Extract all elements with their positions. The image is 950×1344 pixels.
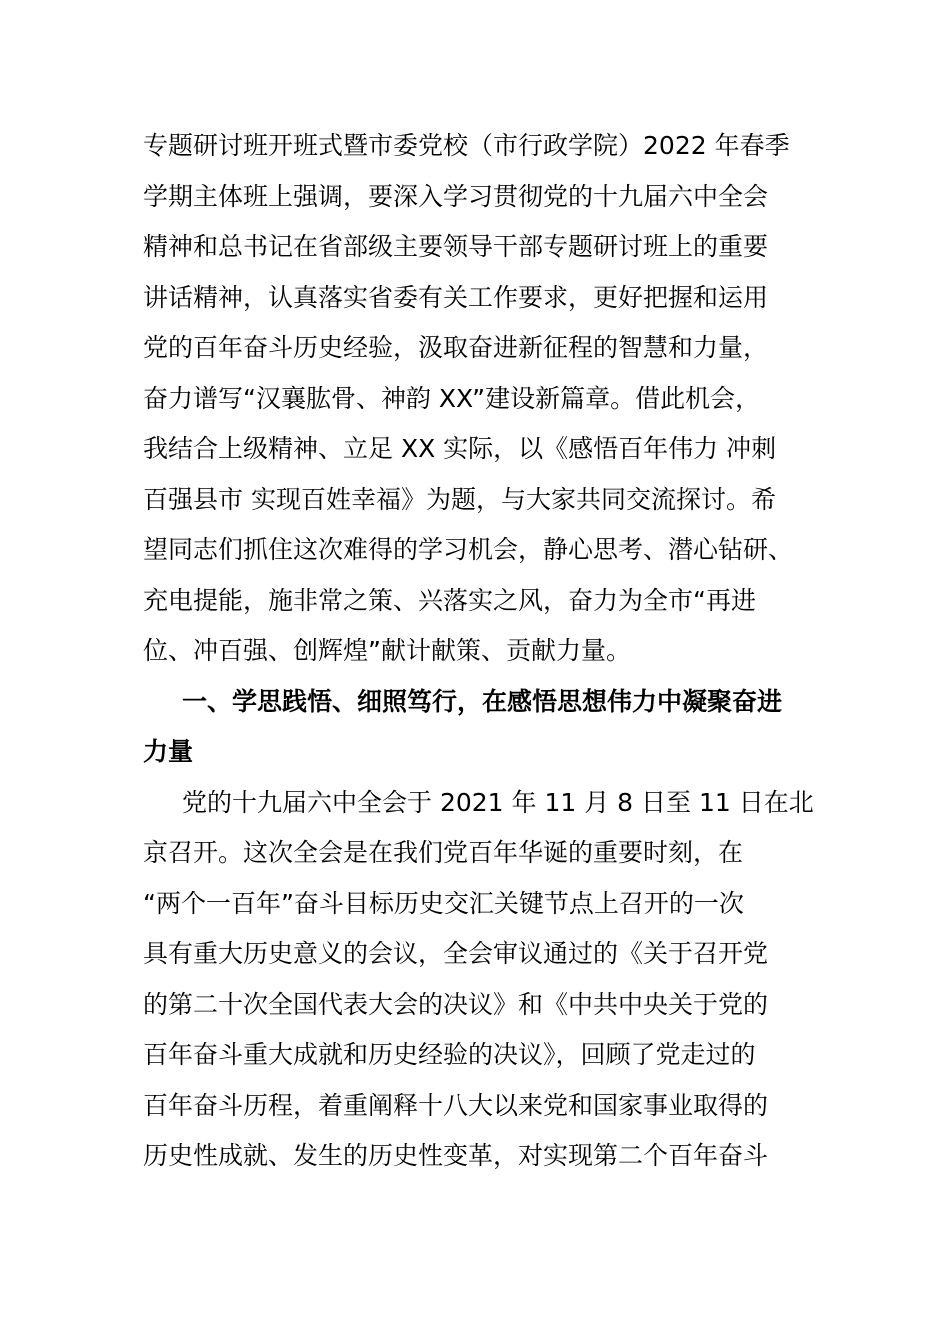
text-line: 位、冲百强、创辉煌”献计献策、贡献力量。 xyxy=(143,636,631,665)
document-body xyxy=(143,121,814,1182)
heading-line: 一、学思践悟、细照笃行，在感悟思想伟力中凝聚奋进 xyxy=(182,686,783,716)
text-line: 专题研讨班开班式暨市委党校（市行政学院）2022 年春季 xyxy=(143,131,790,160)
text-line: 历史性成就、发生的历史性变革，对实现第二个百年奋斗 xyxy=(143,1141,769,1170)
text-line: 百年奋斗历程，着重阐释十八大以来党和国家事业取得的 xyxy=(143,1090,769,1120)
text-line: 奋力谱写“汉襄肱骨、神韵 XX”建设新篇章。借此机会， xyxy=(143,383,761,413)
section-heading xyxy=(143,677,811,778)
text-line: 望同志们抓住这次难得的学习机会，静心思考、潜心钻研、 xyxy=(143,535,794,564)
text-line: “两个一百年”奋斗目标历史交汇关键节点上召开的一次 xyxy=(143,888,744,918)
text-line: 精神和总书记在省部级主要领导干部专题研讨班上的重要 xyxy=(143,232,769,261)
text-line: 百年奋斗重大成就和历史经验的决议》，回顾了党走过的 xyxy=(143,1040,756,1069)
text-line: 具有重大历史意义的会议，全会审议通过的《关于召开党 xyxy=(143,939,769,968)
paragraph-plenum xyxy=(143,778,814,1182)
heading-line: 力量 xyxy=(143,737,194,766)
text-line: 讲话精神，认真落实省委有关工作要求，更好把握和运用 xyxy=(143,282,769,312)
text-line: 充电提能，施非常之策、兴落实之风，奋力为全市“再进 xyxy=(143,585,756,615)
text-line: 京召开。这次全会是在我们党百年华诞的重要时刻，在 xyxy=(143,838,744,867)
paragraph-intro xyxy=(143,121,811,677)
text-line: 党的十九届六中全会于 2021 年 11 月 8 日至 11 日在北 xyxy=(182,787,814,817)
text-line: 党的百年奋斗历史经验，汲取奋进新征程的智慧和力量， xyxy=(143,333,769,362)
text-line: 我结合上级精神、立足 XX 实际，以《感悟百年伟力 冲刺 xyxy=(143,434,777,463)
text-line: 百强县市 实现百姓幸福》为题，与大家共同交流探讨。希 xyxy=(143,484,776,514)
text-line: 的第二十次全国代表大会的决议》和《中共中央关于党的 xyxy=(143,989,769,1019)
text-line: 学期主体班上强调，要深入学习贯彻党的十九届六中全会 xyxy=(143,181,769,211)
